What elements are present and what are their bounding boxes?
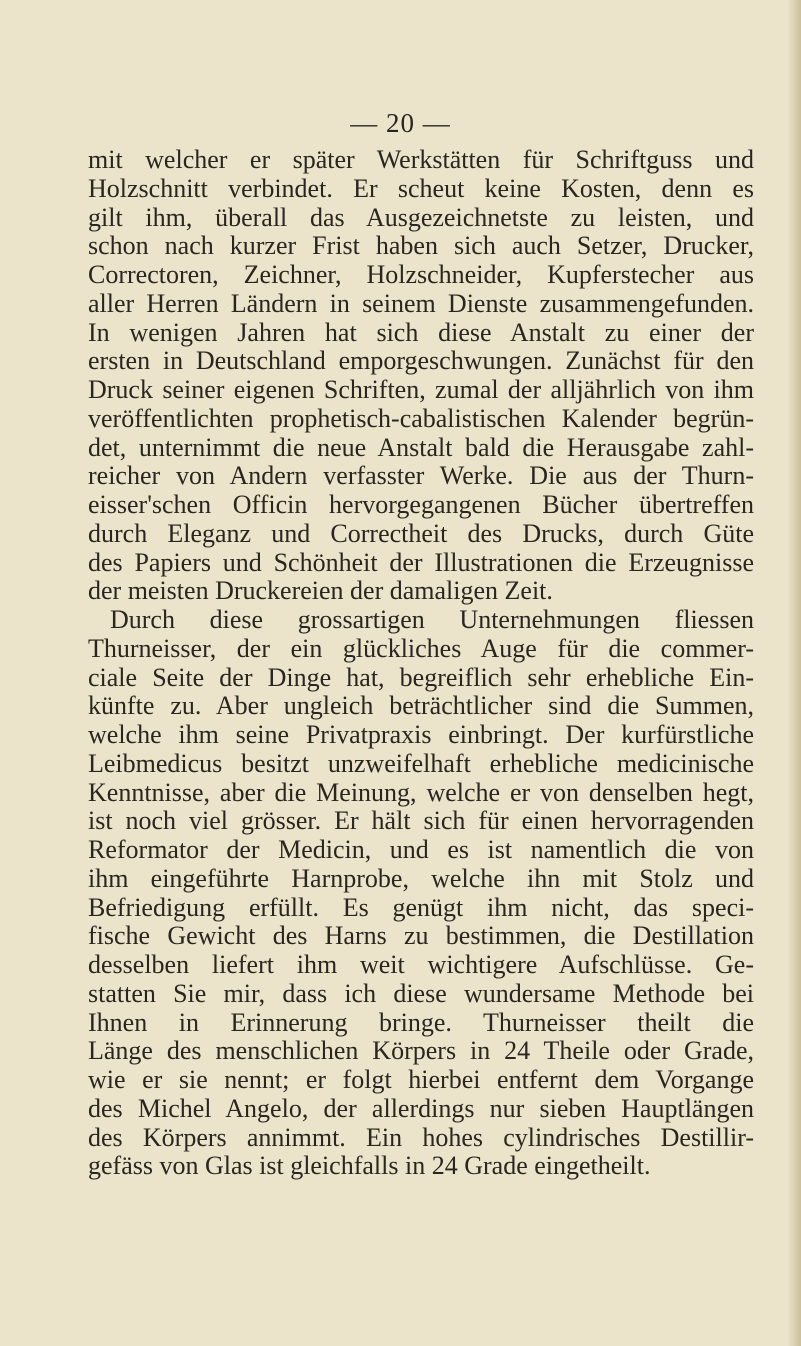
text-line: ist noch viel grösser. Er hält sich für einen hervorragenden: [88, 806, 754, 836]
text-line: durch Eleganz und Correctheit des Drucks, durch Güte: [88, 518, 754, 548]
text-line: welche ihm seine Privatpraxis einbringt. Der kurfürstliche: [88, 720, 754, 749]
text-line: In wenigen Jahren hat sich diese Anstalt zu einer der: [88, 317, 754, 347]
text-line: Befriedigung erfüllt. Es genügt ihm nicht, das speci-: [88, 892, 754, 922]
text-line: Holzschnitt verbindet. Er scheut keine Kosten, denn es: [88, 173, 754, 203]
text-line: statten Sie mir, dass ich diese wundersame Methode bei: [88, 978, 754, 1008]
page-number: — 20 —: [350, 108, 451, 138]
text-line: schon nach kurzer Frist haben sich auch Setzer, Drucker,: [88, 231, 754, 261]
text-line: desselben liefert ihm weit wichtigere Aufschlüsse. Ge-: [88, 950, 754, 979]
text-line: der meisten Druckereien der damaligen Zeit.: [88, 576, 553, 606]
text-line: fische Gewicht des Harns zu bestimmen, die Destillation: [88, 921, 754, 951]
text-line: des Michel Angelo, der allerdings nur sieben Hauptlängen: [88, 1093, 754, 1123]
text-line: Länge des menschlichen Körpers in 24 Theile oder Grade,: [88, 1036, 754, 1066]
text-line: Correctoren, Zeichner, Holzschneider, Kupferstecher aus: [88, 260, 754, 289]
text-line: ciale Seite der Dinge hat, begreiflich sehr erhebliche Ein-: [88, 662, 754, 692]
text-line: des Papiers und Schönheit der Illustrationen die Erzeugnisse: [88, 547, 754, 577]
text-line: veröffentlichten prophetisch-cabalistischen Kalender begrün-: [88, 403, 754, 433]
text-line: Thurneisser, der ein glückliches Auge für die commer-: [88, 633, 754, 663]
body-text: [88, 146, 754, 1181]
text-line: Ihnen in Erinnerung bringe. Thurneisser theilt die: [88, 1007, 754, 1037]
text-line: künfte zu. Aber ungleich beträchtlicher sind die Summen,: [88, 691, 754, 721]
text-line: aller Herren Ländern in seinem Dienste zusammengefunden.: [88, 288, 754, 318]
text-line: gilt ihm, überall das Ausgezeichnetste zu leisten, und: [88, 202, 754, 232]
text-line: gefäss von Glas ist gleichfalls in 24 Grade eingetheilt.: [88, 1151, 651, 1181]
text-line: Leibmedicus besitzt unzweifelhaft erhebliche medicinische: [88, 748, 754, 778]
text-line: Kenntnisse, aber die Meinung, welche er von denselben hegt,: [88, 777, 754, 807]
text-line: Druck seiner eigenen Schriften, zumal der alljährlich von ihm: [88, 375, 754, 404]
text-line: Reformator der Medicin, und es ist namentlich die von: [88, 835, 754, 864]
text-line: reicher von Andern verfasster Werke. Die aus der Thurn-: [88, 461, 754, 491]
text-line: des Körpers annimmt. Ein hohes cylindrisches Destillir-: [88, 1122, 754, 1152]
text-line: ersten in Deutschland emporgeschwungen. Zunächst für den: [88, 346, 754, 376]
text-line: det, unternimmt die neue Anstalt bald die Herausgabe zahl-: [88, 432, 754, 462]
text-line: eisser'schen Officin hervorgegangenen Bücher übertreffen: [88, 490, 754, 519]
page-edge-shadow: [787, 0, 801, 1346]
text-line: mit welcher er später Werkstätten für Schriftguss und: [88, 145, 754, 174]
text-line: Durch diese grossartigen Unternehmungen fliessen: [110, 605, 754, 634]
text-line: wie er sie nennt; er folgt hierbei entfernt dem Vorgange: [88, 1065, 754, 1094]
text-line: ihm eingeführte Harnprobe, welche ihn mit Stolz und: [88, 863, 754, 893]
